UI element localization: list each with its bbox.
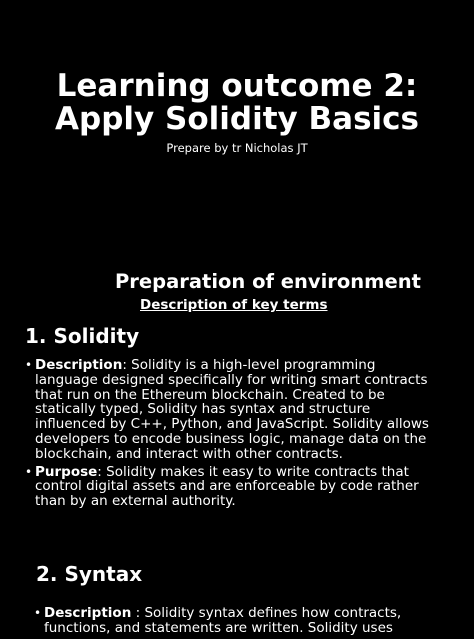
bullet-text: Solidity makes it easy to write contracts that control digital assets and are enforceable by code rather than by an external authority.: [35, 463, 419, 510]
slide-title-line-1: Learning outcome 2:: [56, 68, 418, 104]
section-heading: Preparation of environment: [115, 270, 421, 293]
bullet-lead: Description: [35, 357, 123, 373]
bullet-text: Solidity syntax defines how contracts, functions, and statements are written. Solidity uses: [44, 605, 402, 636]
content-slide: [0, 240, 474, 636]
list-item: [25, 358, 435, 462]
bullet-separator: :: [97, 463, 102, 480]
list-item: [34, 606, 454, 636]
bullet-lead: Description: [44, 605, 132, 621]
bullet-lead: Purpose: [35, 463, 98, 480]
slide-title-line-2: Apply Solidity Basics: [55, 101, 419, 137]
solidity-bullet-list: [25, 358, 435, 512]
syntax-bullet-list: [34, 606, 454, 639]
term-heading-syntax: 2. Syntax: [36, 562, 143, 586]
section-subheading: Description of key terms: [140, 297, 328, 313]
bullet-text: Solidity is a high-level programming language designed specifically for writing smart contracts that run on the Ethereum blockchain. Created to be statically typed, Solidity has syntax and structure influenced by C++, Python, and JavaScript. Solidity allows developers to encode business logic, manage data on the blockchain, and interact with other contracts.: [35, 357, 429, 462]
term-heading-solidity: 1. Solidity: [25, 324, 140, 348]
slide-title: [0, 70, 474, 136]
bullet-separator: :: [122, 357, 127, 373]
bullet-separator: :: [131, 605, 141, 621]
title-slide: [0, 0, 474, 240]
slide-subtitle: Prepare by tr Nicholas JT: [166, 141, 308, 155]
list-item: [25, 465, 435, 509]
